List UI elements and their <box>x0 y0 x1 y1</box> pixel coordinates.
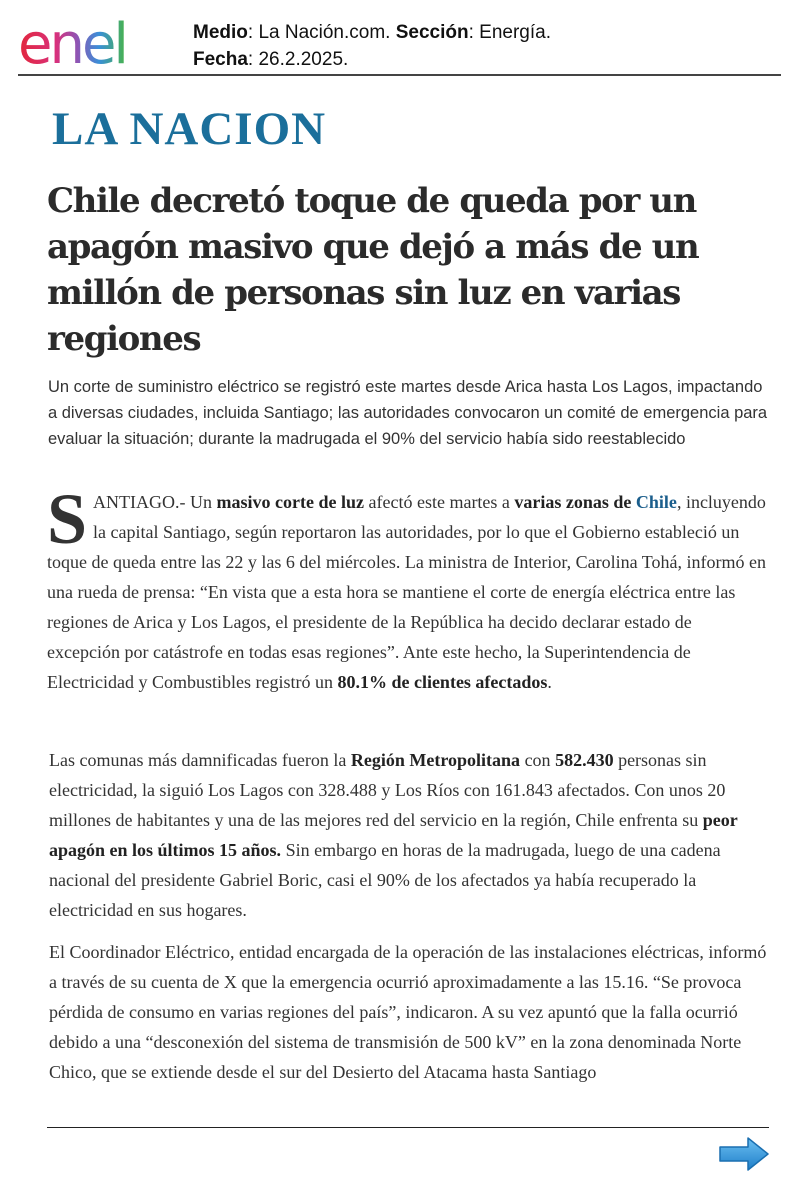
text-run: , incluyendo la capital Santiago, según reportaron las autoridades, por lo que el Gobierno estableció un toque de queda entre las 22 y las 6 del miércoles. La ministra de Interior, Carolina Tohá, informó en una rueda de prensa: “En vista que a esta hora se mantiene el corte de energía eléctrica entre las regiones de Arica y Los Lagos, el presidente de la República ha decido declarar estado de excepción por catástrofe en todas esas regiones”. Ante este hecho, la Superintendencia de Electricidad y Combustibles registró un <box>47 492 766 692</box>
newspaper-masthead: LA NACION <box>52 103 327 155</box>
seccion-label: Sección <box>395 22 469 43</box>
dateline: ANTIAGO <box>93 492 176 512</box>
clipping-header <box>18 8 781 76</box>
bold-run: Región Metropolitana <box>350 750 521 770</box>
clipping-meta <box>193 19 551 73</box>
text-run: personas sin electricidad, la siguió Los Lagos con 328.488 y Los Ríos con 161.843 afectados. Con unos 20 millones de habitantes y una de las mejores red del servicio en la región, Chile enfrenta su <box>49 750 726 830</box>
bold-run: varias zonas de <box>514 492 636 512</box>
article-deck: Un corte de suministro eléctrico se registró este martes desde Arica hasta Los Lagos, impactando a diversas ciudades, incluida Santiago; las autoridades convocaron un comité de emergencia para evaluar la situación; durante la madrugada el 90% del servicio había sido reestablecido <box>48 378 768 448</box>
text-run: .- Un <box>175 492 217 512</box>
article-headline: Chile decretó toque de queda por un apagón masivo que dejó a más de un millón de personas sin luz en varias regiones <box>47 181 699 359</box>
medio-label: Medio <box>193 22 248 43</box>
text-run: . <box>547 672 552 692</box>
seccion-value: : Energía. <box>468 22 551 43</box>
clipping-meta-line-1 <box>193 19 551 46</box>
clipping-meta-line-2 <box>193 46 551 73</box>
next-arrow-icon[interactable] <box>718 1136 770 1172</box>
medio-value: : La Nación.com. <box>247 22 396 43</box>
svg-text:enel: enel <box>18 12 126 70</box>
footer-divider <box>47 1127 769 1128</box>
enel-logo <box>18 10 170 70</box>
bold-run: 582.430 <box>555 750 614 770</box>
bold-run: 80.1% de clientes afectados <box>337 672 548 692</box>
bold-run: masivo corte de luz <box>216 492 364 512</box>
text-run: con <box>520 750 556 770</box>
fecha-label: Fecha <box>193 49 248 70</box>
text-run: afectó este martes a <box>364 492 515 512</box>
text-run: Sin embargo en horas de la madrugada, luego de una cadena nacional del presidente Gabriel Boric, casi el 90% de los afectados ya había recuperado la electricidad en sus hogares. <box>49 840 721 920</box>
bold-run: peor apagón en los últimos 15 años. <box>49 810 738 860</box>
article-paragraph-1 <box>47 479 767 697</box>
article-paragraph-2 <box>49 745 771 925</box>
drop-cap: S <box>47 479 88 559</box>
article-paragraph-3: El Coordinador Eléctrico, entidad encargada de la operación de las instalaciones eléctricas, informó a través de su cuenta de X que la emergencia ocurrió aproximadamente a las 15.16. “Se provoca pérdida de consumo en varias regiones del país”, indicaron. A su vez apuntó que la falla ocurrió debido a una “desconexión del sistema de transmisión de 500 kV” en la zona denominada Norte Chico, que se extiende desde el sur del Desierto del Atacama hasta Santiago <box>49 942 767 1082</box>
text-run: Las comunas más damnificadas fueron la <box>49 750 351 770</box>
fecha-value: : 26.2.2025. <box>247 49 349 70</box>
chile-link[interactable]: Chile <box>635 492 677 512</box>
